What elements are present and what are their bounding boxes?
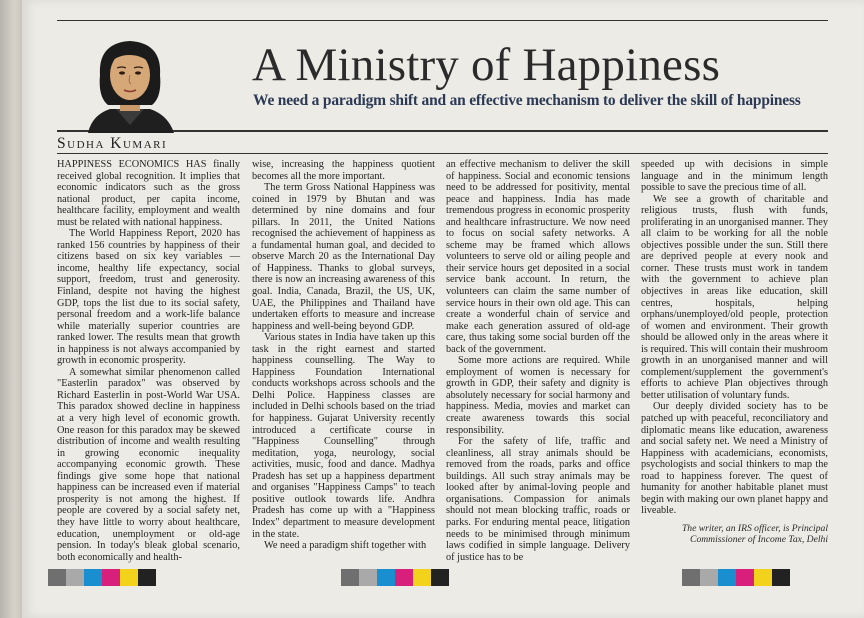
article-subtitle: We need a paradigm shift and an effective mechanism to deliver the skill of happiness	[253, 92, 801, 109]
color-swatch	[138, 569, 156, 586]
paragraph: Some more actions are required. While employment of women is necessary for growth in GDP, their safety and dignity is absolutely necessary for social harmony and happiness. Media, movies and market can create awareness towards this social responsibility.	[446, 355, 630, 436]
paragraph: HAPPINESS ECONOMICS HAS finally received global recognition. It implies that economic indicators such as the gross national product, per capita income, healthcare facility, employment and wealth must be related with national happiness.	[57, 159, 240, 228]
paragraph: We see a growth of charitable and religious trusts, flush with funds, proliferating in an unorganised manner. They all claim to be working for all the noble objectives possible under the sun. Still there are deprived people at every nook and corner. These trusts must work in tandem with the government to achieve plan objectives in areas like education, skill centres, hospitals, helping orphans/unemployed/old people, protection of women and environment. Their growth should be allowed only in the areas where it is required. This will contain their mushroom growth in an unorganised manner and will complement/supplement the government's efforts to achieve Plan objectives through better utilisation of voluntary funds.	[641, 193, 828, 401]
color-swatch	[736, 569, 754, 586]
color-swatch	[66, 569, 84, 586]
color-swatch	[395, 569, 413, 586]
article-column-2	[252, 159, 435, 552]
color-swatch	[359, 569, 377, 586]
article-column-4	[641, 159, 828, 545]
color-swatch	[341, 569, 359, 586]
color-registration-bar	[48, 569, 156, 586]
color-swatch	[413, 569, 431, 586]
color-swatch	[48, 569, 66, 586]
paragraph: wise, increasing the happiness quotient becomes all the more important.	[252, 159, 435, 182]
paragraph: speeded up with decisions in simple language and in the minimum length possible to save the precious time of all.	[641, 159, 828, 194]
color-swatch	[772, 569, 790, 586]
footnote-line: The writer, an IRS officer, is Principal	[681, 522, 828, 534]
paragraph: Our deeply divided society has to be patched up with peaceful, reconciliatory and diplomatic means like education, awareness and social safety net. We need a Ministry of Happiness with academicians, economists, psychologists and social thinkers to map the road to happiness forever. The quest of humanity for another habitable planet must begin with making our own planet happy and liveable.	[641, 401, 828, 517]
color-swatch	[718, 569, 736, 586]
paragraph: We need a paradigm shift together with	[264, 540, 427, 552]
article-title: A Ministry of Happiness	[252, 39, 721, 91]
color-registration-bar	[341, 569, 449, 586]
paragraph: Various states in India have taken up this task in the right earnest and started happiness counselling. The Way to Happiness Foundation International conducts workshops across schools and the Delhi Police. Happiness classes are included in Delhi schools based on the triad for happiness. Gujarat University recently introduced a certificate course in "Happiness Counselling" through meditation, yoga, neurology, social activities, music, food and dance. Madhya Pradesh has set up a happiness department and organises "Happiness Camps" to teach positive outlook towards life. Andhra Pradesh has come up with a "Happiness Index" department to measure development in the state.	[252, 332, 435, 540]
author-footnote	[641, 523, 828, 545]
color-swatch	[102, 569, 120, 586]
paragraph: A somewhat similar phenomenon called "Easterlin paradox" was observed by Richard Easterlin in post-World War USA. This paradox showed decline in happiness at a very high level of economic growth. One reason for this paradox may be skewed distribution of income and wealth resulting in growing economic inequality accompanying economic growth. These findings give some hope that national happiness can be increased even if material prosperity is not among the highest. If people are covered by a social safety net, they have little to worry about healthcare, education, unemployment or old-age pension. In today's bleak global scenario, both economically and health-	[57, 366, 240, 563]
color-swatch	[377, 569, 395, 586]
byline-rule	[57, 153, 828, 154]
paragraph: For the safety of life, traffic and cleanliness, all stray animals should be removed from the roads, parks and office buildings. All such stray animals may be looked after by animal-loving people and organisations. Compassion for animals should not mean blocking traffic, roads or parks. For enduring mental peace, litigation needs to be minimised through minimum laws codified in simple language. Delivery of justice has to be	[446, 436, 630, 563]
top-rule	[57, 20, 828, 21]
color-swatch	[120, 569, 138, 586]
paragraph: an effective mechanism to deliver the skill of happiness. Social and economic tensions need to be addressed for positivity, mental peace and happiness. India has made tremendous progress in economic prosperity and healthcare infrastructure. We now need to focus on social safety networks. A scheme may be framed which allows volunteers to serve old or ailing people and their service hours get deposited in a social service bank account. In return, the volunteers can claim the same number of service hours in their own old age. This can create a wonderful chain of service and make each generation assured of old-age care, thus taking some social burden off the back of the government.	[446, 159, 630, 355]
author-portrait	[70, 35, 190, 133]
background-surface	[0, 0, 24, 618]
paragraph: The term Gross National Happiness was coined in 1979 by Bhutan and was determined by nine domains and four pillars. In 2011, the United Nations recognised the achievement of happiness as a fundamental human goal, and decided to observe March 20 as the International Day of Happiness. Thanks to global surveys, there is now an increasing awareness of this goal. India, Canada, Brazil, the US, UK, UAE, the Philippines and Thailand have undertaken efforts to measure and increase happiness and well-being beyond GDP.	[252, 182, 435, 332]
color-registration-bar	[682, 569, 790, 586]
color-swatch	[431, 569, 449, 586]
footnote-line: Commissioner of Income Tax, Delhi	[690, 533, 828, 545]
color-swatch	[754, 569, 772, 586]
color-swatch	[682, 569, 700, 586]
article-column-3	[446, 159, 630, 563]
author-byline: Sudha Kumari	[57, 135, 168, 152]
article-column-1	[57, 159, 240, 563]
paragraph: The World Happiness Report, 2020 has ranked 156 countries by happiness of their citizens based on six key variables — income, healthy life expectancy, social support, freedom, trust and generosity. Finland, despite not having the highest GDP, tops the list due to its social safety, personal freedom and a work-life balance while materially superior countries are ranked lower. The results mean that growth in happiness is not always accompanied by growth in economic prosperity.	[57, 228, 240, 367]
color-swatch	[700, 569, 718, 586]
color-swatch	[84, 569, 102, 586]
